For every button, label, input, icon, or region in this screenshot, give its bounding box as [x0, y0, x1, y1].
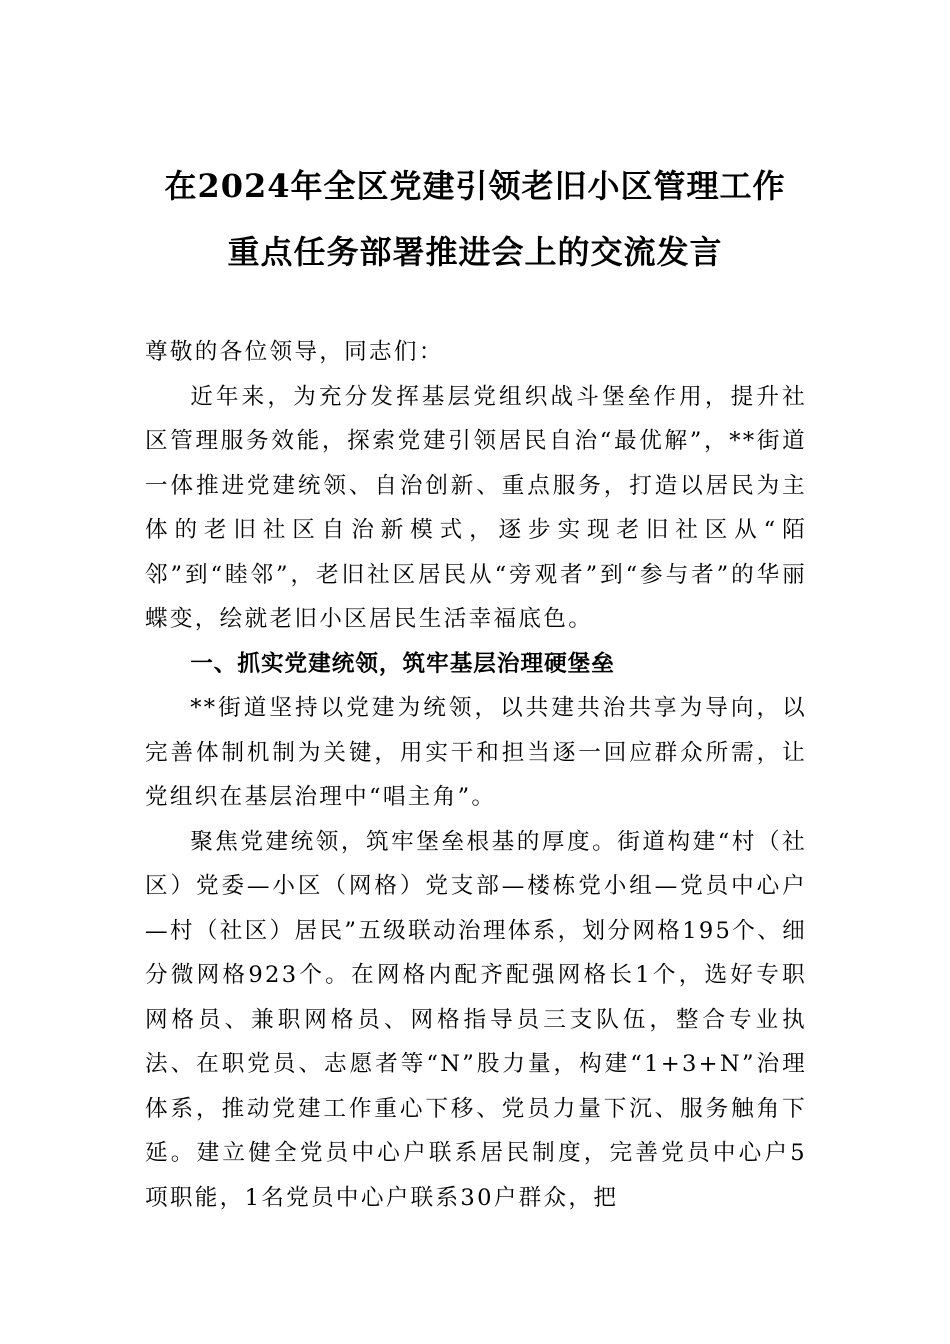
- document-body: [145, 330, 807, 1220]
- document-title-line-2: 重点任务部署推进会上的交流发言: [227, 233, 723, 271]
- section-heading-1: 一、抓实党建统领，筑牢基层治理硬堡垒: [190, 650, 615, 677]
- salutation: 尊敬的各位领导，同志们：: [145, 339, 444, 365]
- document-title-line-1: 在2024年全区党建引领老旧小区管理工作: [164, 167, 786, 205]
- section-1-paragraph-1: **街道坚持以党建为统领，以共建共治共享为导向，以完善体制机制为关键，用实干和担当逐一回应群众所需，让党组织在基层治理中“唱主角”。: [145, 695, 807, 810]
- section-1-paragraph-2: 聚焦党建统领，筑牢堡垒根基的厚度。街道构建“村（社区）党委—小区（网格）党支部—楼栋党小组—党员中心户—村（社区）居民”五级联动治理体系，划分网格195个、细分微网格923个。在网格内配齐配强网格长1个，选好专职网格员、兼职网格员、网格指导员三支队伍，整合专业执法、在职党员、志愿者等“N”股力量，构建“1+3+N”治理体系，推动党建工作重心下移、党员力量下沉、服务触角下延。建立健全党员中心户联系居民制度，完善党员中心户5项职能，1名党员中心户联系30户群众，把: [145, 828, 807, 1211]
- intro-paragraph: 近年来，为充分发挥基层党组织战斗堡垒作用，提升社区管理服务效能，探索党建引领居民自治“最优解”，**街道一体推进党建统领、自治创新、重点服务，打造以居民为主体的老旧社区自治新模式，逐步实现老旧社区从“陌邻”到“睦邻”，老旧社区居民从“旁观者”到“参与者”的华丽蝶变，绘就老旧小区居民生活幸福底色。: [145, 383, 807, 632]
